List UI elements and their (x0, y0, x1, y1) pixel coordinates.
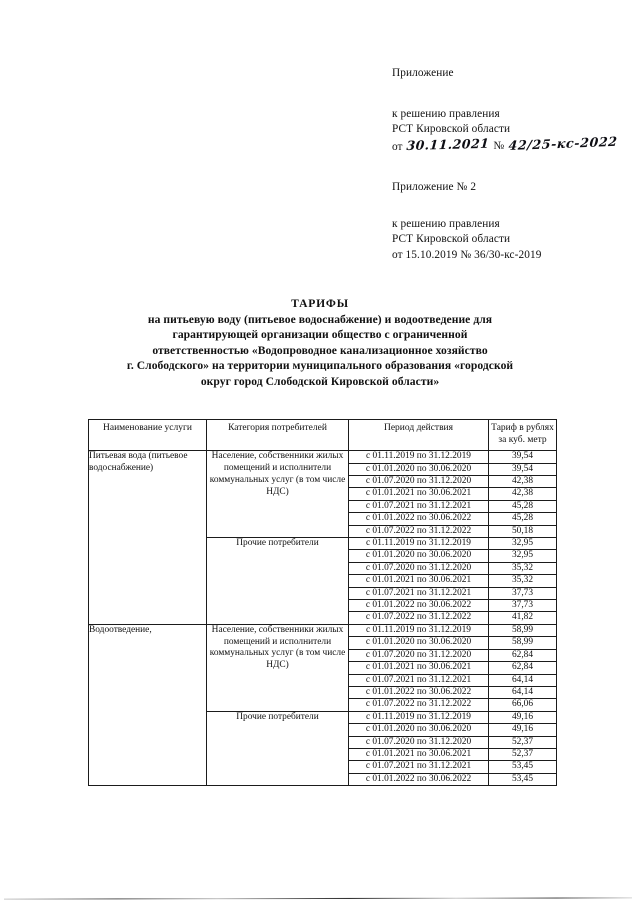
appendix-second-date-line: от 15.10.2019 № 36/30-кс-2019 (392, 248, 542, 261)
appendix-decision-line: к решению правления (392, 108, 500, 121)
cell-tariff-value: 35,32 (489, 562, 557, 574)
appendix-header-block (392, 66, 632, 155)
title-line-5: округ город Слободской Кировской области» (200, 374, 440, 388)
handwritten-date: 30.11.2021 (406, 135, 491, 153)
cell-validity-period: с 01.07.2020 по 31.12.2020 (349, 736, 489, 748)
page-title: ТАРИФЫ (291, 297, 349, 310)
cell-tariff-value: 64,14 (489, 686, 557, 698)
cell-validity-period: с 01.01.2021 по 30.06.2021 (349, 662, 489, 674)
number-sign: № (493, 140, 505, 153)
appendix-second-decision-line: к решению правления (392, 218, 500, 231)
cell-validity-period: с 01.01.2022 по 30.06.2022 (349, 513, 489, 525)
cell-service-name: Питьевая вода (питьевое водоснабжение) (89, 451, 207, 625)
appendix-handwritten-date-row (392, 133, 632, 155)
table-header (89, 420, 557, 451)
document-title-block (62, 296, 578, 390)
cell-validity-period: с 01.07.2021 по 31.12.2021 (349, 674, 489, 686)
cell-tariff-value: 50,18 (489, 525, 557, 537)
cell-tariff-value: 32,95 (489, 550, 557, 562)
cell-consumer-category: Прочие потребители (207, 538, 349, 625)
cell-validity-period: с 01.01.2022 по 30.06.2022 (349, 773, 489, 785)
column-header-tariff: Тариф в рублях за куб. метр (489, 420, 557, 451)
title-line-4: г. Слободского» на территории муниципального образования «городской (126, 359, 514, 373)
cell-tariff-value: 52,37 (489, 736, 557, 748)
cell-validity-period: с 01.01.2022 по 30.06.2022 (349, 600, 489, 612)
cell-validity-period: с 01.01.2022 по 30.06.2022 (349, 686, 489, 698)
cell-tariff-value: 45,28 (489, 500, 557, 512)
column-header-period: Период действия (349, 420, 489, 451)
cell-validity-period: с 01.07.2022 по 31.12.2022 (349, 525, 489, 537)
cell-validity-period: с 01.01.2020 по 30.06.2020 (349, 724, 489, 736)
cell-tariff-value: 58,99 (489, 637, 557, 649)
cell-tariff-value: 49,16 (489, 724, 557, 736)
column-header-service: Наименование услуги (89, 420, 207, 451)
appendix-second-authority-line: РСТ Кировской области (392, 233, 511, 246)
cell-validity-period: с 01.01.2021 по 30.06.2021 (349, 488, 489, 500)
cell-tariff-value: 62,84 (489, 649, 557, 661)
cell-tariff-value: 58,99 (489, 624, 557, 636)
cell-tariff-value: 37,73 (489, 600, 557, 612)
table-row (89, 451, 557, 463)
tariff-table-container (88, 419, 556, 786)
cell-consumer-category: Население, собственники жилых помещений и исполнители коммунальных услуг (в том числе НДС) (207, 451, 349, 538)
appendix-label: Приложение (392, 67, 454, 79)
cell-tariff-value: 32,95 (489, 538, 557, 550)
cell-service-name: Водоотведение, (89, 624, 207, 785)
table-header-row (89, 420, 557, 451)
cell-tariff-value: 53,45 (489, 761, 557, 773)
cell-tariff-value: 42,38 (489, 476, 557, 488)
cell-validity-period: с 01.11.2019 по 31.12.2019 (349, 451, 489, 463)
cell-validity-period: с 01.07.2020 по 31.12.2020 (349, 476, 489, 488)
column-header-category: Категория потребителей (207, 420, 349, 451)
cell-tariff-value: 41,82 (489, 612, 557, 624)
cell-validity-period: с 01.07.2022 по 31.12.2022 (349, 699, 489, 711)
cell-tariff-value: 39,54 (489, 451, 557, 463)
cell-tariff-value: 39,54 (489, 463, 557, 475)
cell-tariff-value: 49,16 (489, 711, 557, 723)
cell-tariff-value: 52,37 (489, 748, 557, 760)
title-line-1: на питьевую воду (питьевое водоснабжение) и водоотведение для (147, 312, 493, 326)
cell-tariff-value: 35,32 (489, 575, 557, 587)
handwritten-number: 42/25-кс-2022 (508, 133, 619, 153)
cell-validity-period: с 01.07.2021 по 31.12.2021 (349, 587, 489, 599)
cell-validity-period: с 01.07.2020 по 31.12.2020 (349, 562, 489, 574)
tariff-table (88, 419, 557, 786)
cell-tariff-value: 45,28 (489, 513, 557, 525)
scan-artifact-line (4, 897, 632, 899)
cell-consumer-category: Население, собственники жилых помещений и исполнители коммунальных услуг (в том числе НДС) (207, 624, 349, 711)
cell-validity-period: с 01.01.2020 по 30.06.2020 (349, 550, 489, 562)
cell-tariff-value: 62,84 (489, 662, 557, 674)
cell-tariff-value: 42,38 (489, 488, 557, 500)
appendix-authority-line: РСТ Кировской области (392, 123, 511, 136)
cell-tariff-value: 37,73 (489, 587, 557, 599)
cell-validity-period: с 01.11.2019 по 31.12.2019 (349, 538, 489, 550)
cell-validity-period: с 01.11.2019 по 31.12.2019 (349, 624, 489, 636)
cell-validity-period: с 01.07.2021 по 31.12.2021 (349, 500, 489, 512)
cell-consumer-category: Прочие потребители (207, 711, 349, 785)
title-line-3: ответственностью «Водопроводное канализационное хозяйство (152, 343, 488, 357)
cell-validity-period: с 01.01.2021 по 30.06.2021 (349, 575, 489, 587)
table-body (89, 451, 557, 786)
cell-validity-period: с 01.07.2022 по 31.12.2022 (349, 612, 489, 624)
cell-validity-period: с 01.01.2020 по 30.06.2020 (349, 637, 489, 649)
cell-validity-period: с 01.07.2021 по 31.12.2021 (349, 761, 489, 773)
table-row (89, 624, 557, 636)
date-prefix: от (392, 140, 403, 153)
title-line-2: гарантирующей организации общество с ограниченной (172, 328, 468, 342)
appendix-second-block (392, 180, 632, 263)
cell-validity-period: с 01.11.2019 по 31.12.2019 (349, 711, 489, 723)
cell-validity-period: с 01.01.2021 по 30.06.2021 (349, 748, 489, 760)
cell-validity-period: с 01.07.2020 по 31.12.2020 (349, 649, 489, 661)
cell-tariff-value: 66,06 (489, 699, 557, 711)
cell-tariff-value: 64,14 (489, 674, 557, 686)
cell-validity-period: с 01.01.2020 по 30.06.2020 (349, 463, 489, 475)
cell-tariff-value: 53,45 (489, 773, 557, 785)
appendix-second-label: Приложение № 2 (392, 181, 477, 193)
